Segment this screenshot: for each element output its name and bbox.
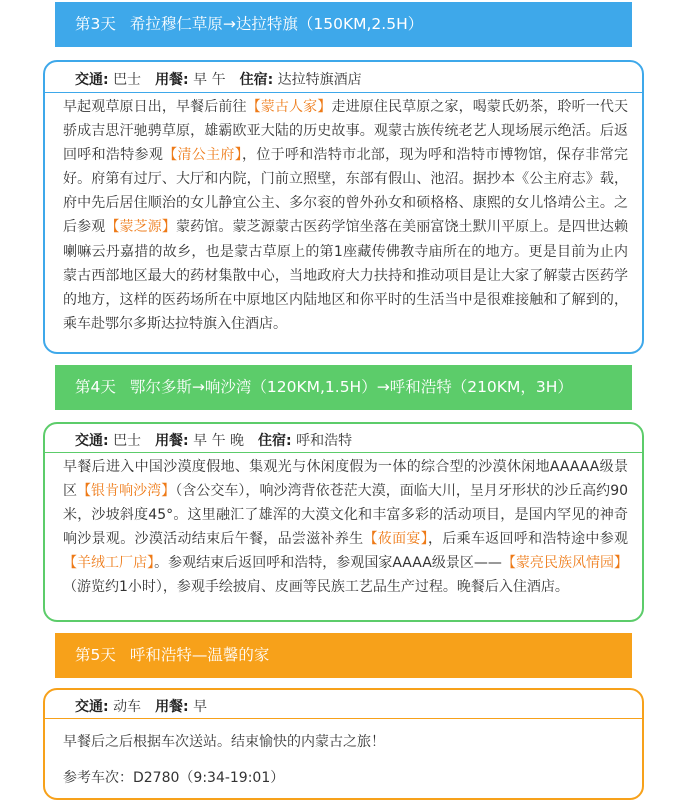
description-text: 早餐后进入中国沙漠度假地、集观光与休闲度假为一体的综合型的沙漠休闲地AAAAA级景区 [63, 459, 628, 500]
lodging-value: 达拉特旗酒店 [277, 72, 362, 88]
highlighted-place: 【清公主府】 [163, 147, 243, 164]
transport-value: 动车 [113, 699, 142, 715]
day-5-header [55, 633, 632, 678]
day-number: 第3天 [75, 15, 116, 33]
description-text: 早餐后之后根据车次送站。结束愉快的内蒙古之旅！ [63, 734, 385, 750]
meals-value: 早 午 [193, 72, 226, 88]
lodging-label: 住宿: [239, 72, 274, 88]
meals-label: 用餐: [155, 699, 189, 715]
day-route: 鄂尔多斯→响沙湾（120KM,1.5H）→呼和浩特（210KM，3H） [129, 378, 573, 396]
description-text: 走进原住民草原之家，喝蒙氏奶茶，聆听一代天骄成吉思汗驰骋草原，雄霸欧亚大陆的历史故事。观蒙古族传统老艺人现场展示绝活。后返回呼和浩特参观 [63, 99, 629, 164]
day-number: 第5天 [75, 646, 116, 664]
day-5-meta [75, 696, 207, 716]
highlighted-place: 【银肯响沙湾】 [77, 483, 176, 500]
divider [45, 452, 642, 453]
highlighted-place: 【莜面宴】 [363, 531, 429, 548]
day-route: 呼和浩特—温馨的家 [129, 646, 270, 664]
day-route: 希拉穆仁草原→达拉特旗（150KM,2.5H） [129, 15, 424, 33]
description-text: ，位于呼和浩特市北部，现为呼和浩特市博物馆，保存非常完好。府第有过厅、大厅和内院，门前立照壁，东部有假山、池沼。据抄本《公主府志》载，府中先后居住顺治的女儿静宜公主、多尔衮的曾外孙女和硕格格、康熙的女儿恪靖公主。之后参观 [63, 147, 629, 236]
day-3-card [43, 60, 644, 354]
transport-label: 交通: [75, 72, 109, 88]
description-text: （含公交车），响沙湾背依苍茫大漠，面临大川，呈月牙形状的沙丘高约90米，沙坡斜度45°。这里融汇了雄浑的大漠文化和丰富多彩的活动项目，是国内罕见的神奇响沙景观。沙漠活动结束后午餐，品尝滋补养生 [63, 483, 629, 548]
highlighted-place: 【蒙亮民族风情园】 [501, 555, 629, 572]
divider [45, 718, 642, 719]
day-number: 第4天 [75, 378, 116, 396]
lodging-label: 住宿: [258, 433, 292, 449]
meals-value: 早 [193, 699, 208, 715]
day-4-description [63, 455, 628, 600]
description-text: 蒙药馆。蒙芝源蒙古医药学馆坐落在美丽富饶土默川平原上。是四世达赖喇嘛云丹嘉措的故乡，也是蒙古草原上的第1座藏传佛教寺庙所在的地方。更是目前为止内蒙古西部地区最大的药材集散中心，当地政府大力扶持和推动项目是让大家了解蒙古医药学的地方，这样的医药场所在中原地区内陆地区和你平时的生活当中是很难接触和了解到的，乘车赴鄂尔多斯达拉特旗入住酒店。 [63, 219, 629, 332]
day-5-description [63, 730, 628, 754]
description-text: ，后乘车返回呼和浩特途中参观 [428, 531, 629, 548]
description-text: （游览约1小时），参观手绘披肩、皮画等民族工艺品生产过程。晚餐后入住酒店。 [63, 579, 569, 596]
day-4-meta [75, 430, 352, 450]
transport-label: 交通: [75, 433, 109, 449]
day-4-header [55, 365, 632, 410]
transport-label: 交通: [75, 699, 109, 715]
reference-train: 参考车次：D2780（9:34-19:01） [63, 770, 285, 786]
transport-value: 巴士 [113, 433, 142, 449]
highlighted-place: 【羊绒工厂店】 [63, 555, 155, 572]
day-3-description [63, 95, 628, 336]
meals-value: 早 午 晚 [193, 433, 245, 449]
day-3-header [55, 2, 632, 47]
highlighted-place: 【蒙芝源】 [105, 219, 177, 236]
day-5-card [43, 688, 644, 800]
divider [45, 92, 642, 93]
meals-label: 用餐: [155, 433, 189, 449]
description-text: 。参观结束后返回呼和浩特，参观国家AAAA级景区—— [154, 555, 502, 572]
transport-value: 巴士 [113, 72, 142, 88]
lodging-value: 呼和浩特 [296, 433, 353, 449]
meals-label: 用餐: [155, 72, 189, 88]
highlighted-place: 【蒙古人家】 [246, 99, 332, 115]
day-3-meta [75, 69, 362, 89]
day-4-card [43, 422, 644, 622]
description-text: 早起观草原日出，早餐后前往 [63, 99, 247, 115]
